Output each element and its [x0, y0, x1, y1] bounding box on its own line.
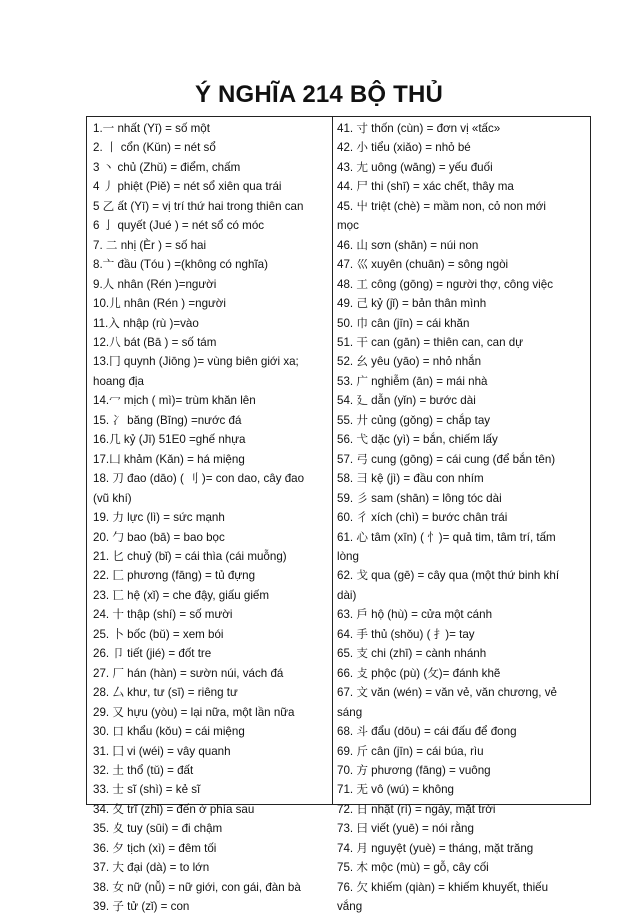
left-column-line: 4 丿 phiệt (Piě) = nét sổ xiên qua trái: [93, 180, 282, 194]
left-column-line: 39. 子 tử (zǐ) = con: [93, 900, 190, 914]
right-column-line: 55. 廾 củng (gǒng) = chắp tay: [337, 413, 491, 427]
left-column-line: 18. 刀 đao (dāo) ( 刂 )= con dao, cây đao: [93, 472, 305, 486]
right-column-line: 49. 己 kỷ (jǐ) = bản thân mình: [337, 297, 487, 311]
left-column-line: 7. 二 nhị (Èr ) = số hai: [93, 238, 207, 252]
right-column-line: mọc: [337, 219, 359, 233]
right-column-line: 74. 月 nguyệt (yuè) = tháng, mặt trăng: [337, 841, 534, 855]
left-column-line: 21. 匕 chuỷ (bǐ) = cái thìa (cái muỗng): [93, 549, 287, 563]
left-column-line: 14.冖 mịch ( mì)= trùm khăn lên: [93, 394, 256, 408]
right-column-line: sáng: [337, 705, 363, 719]
right-column-line: 62. 戈 qua (gē) = cây qua (một thứ binh khí: [337, 569, 560, 583]
right-column-line: 48. 工 công (gōng) = người thợ, công việc: [337, 277, 553, 291]
left-column-line: 33. 士 sĩ (shì) = kẻ sĩ: [93, 783, 201, 797]
right-column-line: 56. 弋 dặc (yì) = bắn, chiếm lấy: [337, 433, 498, 447]
right-column-line: 61. 心 tâm (xīn) ( 忄)= quả tim, tâm trí, tấm: [337, 530, 556, 544]
left-column-line: 37. 大 đại (dà) = to lớn: [93, 861, 210, 875]
right-column-line: 76. 欠 khiếm (qiàn) = khiếm khuyết, thiếu: [337, 880, 549, 894]
right-column-line: dài): [337, 588, 357, 602]
right-column-line: 46. 山 sơn (shān) = núi non: [337, 238, 479, 252]
right-column-line: 75. 木 mộc (mù) = gỗ, cây cối: [337, 861, 489, 875]
left-column-line: 38. 女 nữ (nǚ) = nữ giới, con gái, đàn bà: [93, 880, 301, 894]
left-column-line: 28. 厶 khư, tư (sī) = riêng tư: [93, 686, 238, 700]
left-column-line: 8.亠 đầu (Tóu ) =(không có nghĩa): [93, 258, 268, 272]
left-column-line: 29. 又 hựu (yòu) = lại nữa, một lần nữa: [93, 705, 295, 719]
right-column-line: 47. 巛 xuyên (chuān) = sông ngòi: [337, 258, 509, 272]
right-column-line: lòng: [337, 549, 359, 563]
right-column-line: 69. 斤 cân (jīn) = cái búa, rìu: [337, 744, 484, 758]
left-column-line: 23. 匸 hệ (xǐ) = che đậy, giấu giếm: [93, 588, 270, 602]
left-column-line: 27. 厂 hán (hàn) = sườn núi, vách đá: [93, 666, 284, 680]
right-column-line: 63. 戶 hộ (hù) = cửa một cánh: [337, 608, 493, 622]
right-column-line: 71. 无 vô (wú) = không: [337, 783, 454, 797]
left-column-line: 5 乙 ất (Yī) = vị trí thứ hai trong thiên can: [93, 199, 304, 213]
left-column-line: 16.几 kỷ (Jī) 51E0 =ghế nhựa: [93, 433, 246, 447]
right-column-line: 41. 寸 thốn (cùn) = đơn vị «tấc»: [337, 122, 501, 135]
left-column-line: 1.一 nhất (Yī) = số một: [93, 122, 210, 135]
left-column-line: 11.入 nhập (rù )=vào: [93, 316, 199, 330]
right-column-line: 65. 支 chi (zhī) = cành nhánh: [337, 647, 487, 661]
right-column-line: vắng: [337, 900, 363, 914]
left-column-line: 25. 卜 bốc (bǔ) = xem bói: [93, 627, 224, 641]
left-column-line: 13.冂 quynh (Jiōng )= vùng biên giới xa;: [93, 355, 299, 369]
left-column-line: 24. 十 thập (shí) = số mười: [93, 608, 233, 622]
radicals-table: [86, 116, 591, 914]
right-column-line: 68. 斗 đẩu (dōu) = cái đấu để đong: [337, 725, 517, 739]
right-column-line: 64. 手 thủ (shǒu) ( 扌)= tay: [337, 627, 475, 641]
right-column-line: 51. 干 can (gān) = thiên can, can dự: [337, 335, 523, 349]
left-column-line: hoang địa: [93, 374, 144, 388]
right-column-line: 57. 弓 cung (gōng) = cái cung (để bắn tên): [337, 452, 556, 466]
right-column-line: 54. 廴 dẫn (yǐn) = bước dài: [337, 394, 476, 408]
left-column-line: 10.儿 nhân (Rén ) =người: [93, 297, 226, 311]
left-column-line: 17.凵 khảm (Kǎn) = há miệng: [93, 452, 245, 466]
left-column-line: 31. 囗 vi (wéi) = vây quanh: [93, 744, 231, 758]
left-column-line: 9.人 nhân (Rén )=người: [93, 277, 217, 291]
left-column-line: 30. 口 khẩu (kǒu) = cái miệng: [93, 725, 245, 739]
left-column-line: 12.八 bát (Bā ) = số tám: [93, 335, 217, 349]
left-column-line: 36. 夕 tịch (xì) = đêm tối: [93, 841, 217, 855]
right-column-line: 52. 幺 yêu (yāo) = nhỏ nhắn: [337, 355, 482, 369]
right-column-line: 58. 彐 kệ (jì) = đầu con nhím: [337, 472, 484, 486]
left-column-line: 26. 卩 tiết (jié) = đốt tre: [93, 647, 212, 661]
right-column-line: 73. 曰 viết (yuē) = nói rằng: [337, 822, 474, 836]
right-column-line: 60. 彳 xích (chì) = bước chân trái: [337, 511, 508, 525]
column-divider: [332, 117, 333, 804]
right-column-line: 66. 攴 phộc (pù) (攵)= đánh khẽ: [337, 666, 501, 680]
left-column-line: 3 丶 chủ (Zhǔ) = điểm, chấm: [93, 160, 241, 174]
right-column-line: 59. 彡 sam (shān) = lông tóc dài: [337, 491, 502, 505]
right-column-line: 53. 广 nghiễm (ān) = mái nhà: [337, 374, 488, 388]
right-column-line: 67. 文 văn (wén) = văn vẻ, văn chương, vẻ: [337, 686, 557, 700]
right-column-line: 42. 小 tiểu (xiǎo) = nhỏ bé: [337, 141, 471, 155]
left-column: [93, 119, 329, 917]
right-column-line: 45. 屮 triệt (chè) = mầm non, cỏ non mới: [337, 199, 546, 213]
left-column-line: 22. 匚 phương (fāng) = tủ đựng: [93, 569, 256, 583]
left-column-line: 32. 土 thổ (tǔ) = đất: [93, 763, 194, 777]
right-column-line: 50. 巾 cân (jīn) = cái khăn: [337, 316, 470, 330]
left-column-line: 15. 冫 băng (Bīng) =nước đá: [93, 413, 242, 427]
right-column-line: 43. 尢 uông (wāng) = yếu đuối: [337, 160, 493, 174]
left-column-line: 2. 丨 cổn (Kǔn) = nét sổ: [93, 141, 216, 155]
left-column-line: 35. 夊 tuy (sūi) = đi chậm: [93, 822, 223, 836]
left-column-line: (vũ khí): [93, 491, 132, 505]
right-column: [337, 119, 585, 917]
left-column-line: 20. 勹 bao (bā) = bao bọc: [93, 530, 225, 544]
page-title: Ý NGHĨA 214 BỘ THỦ: [194, 81, 444, 108]
right-column-line: 70. 方 phương (fāng) = vuông: [337, 763, 491, 777]
right-column-line: 44. 尸 thi (shī) = xác chết, thây ma: [337, 180, 514, 194]
left-column-line: 34. 夂 trĩ (zhǐ) = đến ở phía sau: [93, 802, 255, 816]
right-column-line: 72. 日 nhật (rì) = ngày, mặt trời: [337, 802, 496, 816]
left-column-line: 6 亅 quyết (Jué ) = nét sổ có móc: [93, 219, 265, 233]
left-column-line: 19. 力 lực (lì) = sức mạnh: [93, 511, 225, 525]
